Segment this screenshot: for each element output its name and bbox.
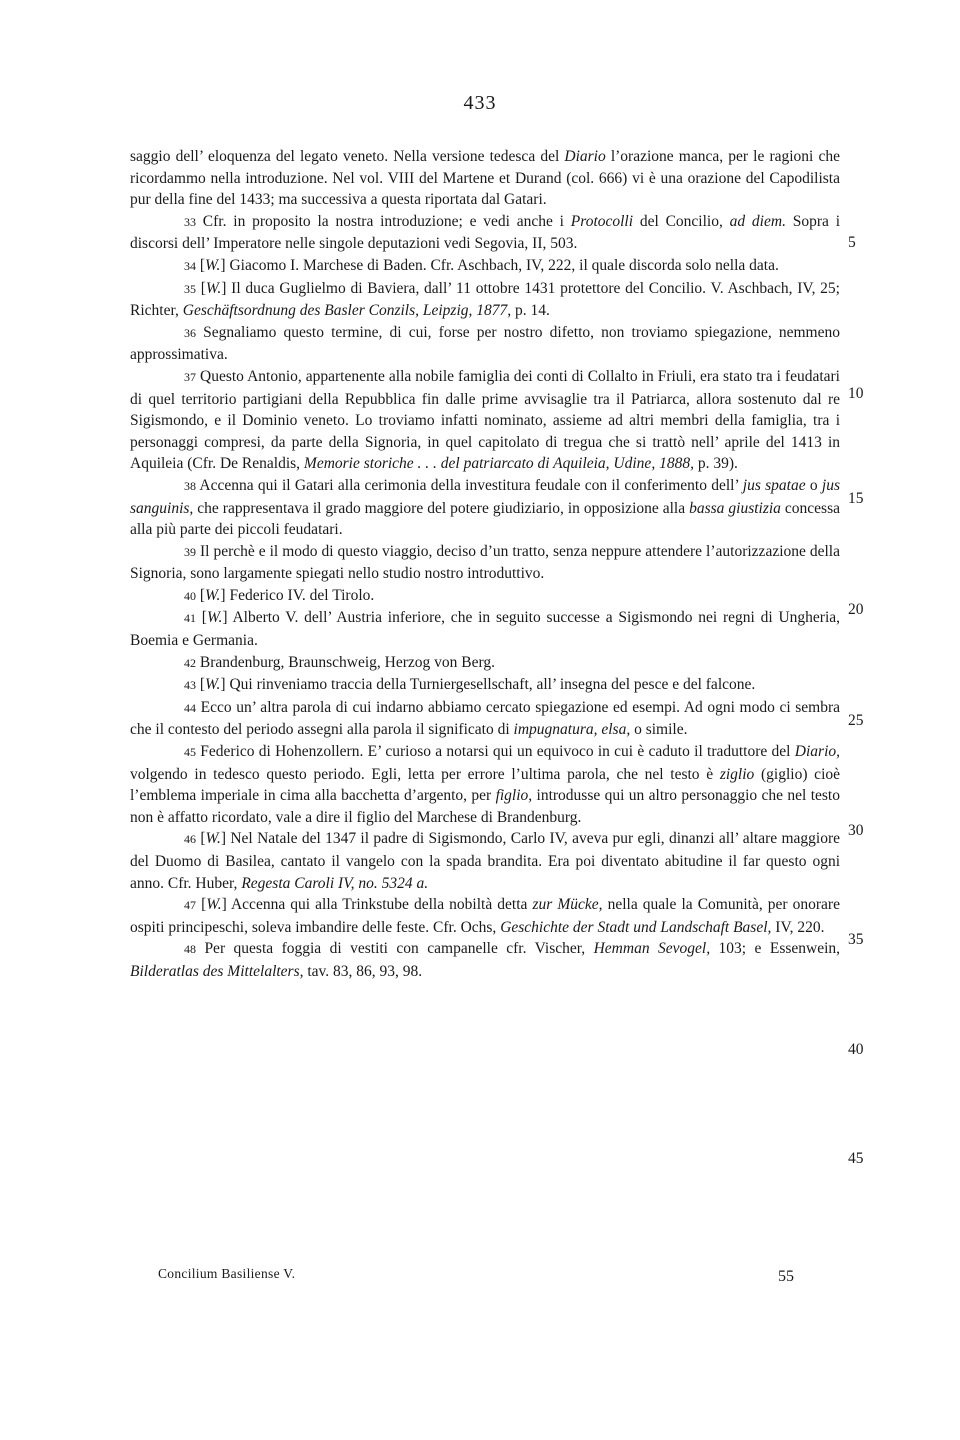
text-run: introdusse qui un altro personaggio che nel testo non è affatto ricordato, vale a dire il figlio del Marchese di Brandenburg.: [130, 787, 840, 826]
text-run: ] Il duca Guglielmo di Baviera, dall’ 11 ottobre 1431 protettore del Concilio. V. Aschbach, IV, 25; Richter,: [130, 279, 840, 320]
text-run: Brandenburg, Braunschweig, Herzog von Berg.: [196, 653, 496, 671]
italic-text: W.: [205, 279, 222, 297]
italic-text: W.: [205, 256, 221, 274]
italic-text: figlio,: [495, 787, 533, 805]
text-run: ] Giacomo I. Marchese di Baden. Cfr. Aschbach, IV, 222, il quale discorda solo nella data.: [220, 256, 779, 274]
footnote-number: 34: [184, 258, 196, 273]
line-number: 35: [848, 931, 864, 948]
footnote: [130, 366, 840, 475]
text-run: volgendo in tedesco questo periodo. Egli, letta per errore l’ultima parola, che nel testo è: [130, 765, 720, 783]
text-run: nella quale la Comunità, per onorare ospiti principeschi, soleva imbandire delle feste. Cfr. Ochs,: [130, 896, 840, 936]
text-run: concessa alla più parte dei piccoli feudatari.: [130, 499, 840, 539]
text-run: tav. 83, 86, 93, 98.: [303, 962, 423, 980]
italic-text: jus spatae: [742, 476, 806, 494]
text-run: del Concilio,: [633, 212, 730, 230]
footnote: [130, 607, 840, 651]
italic-text: Hemman Sevogel,: [593, 940, 711, 958]
text-run: che rappresentava il grado maggiore del potere giudiziario, in opposizione alla: [193, 499, 690, 517]
footnote-number: 35: [184, 281, 196, 296]
text-run: Sopra i discorsi dell’ Imperatore nelle singole deputazioni vedi Segovia, II, 503.: [130, 212, 841, 253]
italic-text: Diario: [564, 148, 606, 165]
text-run: [: [196, 279, 206, 297]
footnote: [130, 255, 840, 278]
text-run: Questo Antonio, appartenente alla nobile famiglia dei conti di Collalto in Friuli, era stato tra i feudatari di quel territorio partigiani della Repubblica fin dalle prime avvisaglie tra il Patriarca, allora sostenuto dal re Sigismondo, e il Dominio veneto. Lo troviamo infatti nominato, assieme ad altri membri della famiglia, tra i personaggi compresi, da parte della Signoria, in quel capitolato di tregua che si trattò nell’ aprile del 1413 in Aquileia (Cfr. De Renaldis,: [130, 367, 840, 473]
text-run: IV, 220.: [771, 918, 825, 936]
text-run: ] Alberto V. dell’ Austria inferiore, che in seguito successe a Sigismondo nei regni di Ungheria, Boemia e Germania.: [130, 609, 840, 650]
continuation-paragraph: [130, 146, 840, 211]
italic-text: W.: [206, 609, 223, 627]
line-number: 20: [848, 601, 864, 618]
footnote-number: 45: [184, 745, 196, 760]
footnote-number: 42: [184, 655, 196, 670]
footnote: [130, 741, 840, 828]
text-run: [: [196, 896, 207, 914]
italic-text: impugnatura, elsa,: [513, 721, 631, 739]
footnote: [130, 541, 840, 585]
italic-text: jus sanguinis,: [130, 476, 841, 517]
italic-text: ad diem.: [729, 212, 786, 230]
text-run: saggio dell’ eloquenza del legato veneto. Nella versione tedesca del: [130, 148, 565, 165]
text-run: o simile.: [630, 721, 688, 739]
text-run: p. 14.: [511, 302, 550, 320]
footnote-number: 46: [184, 832, 196, 847]
italic-text: W.: [205, 830, 221, 848]
footnote: [130, 585, 840, 608]
text-run: Il perchè e il modo di questo viaggio, deciso d’un tratto, senza neppure attendere l’autorizzazione della Signoria, sono largamente spiegati nello studio nostro introduttivo.: [130, 542, 840, 583]
line-number: 25: [848, 712, 864, 729]
text-run: Per questa foggia di vestiti con campanelle cfr. Vischer,: [196, 940, 594, 958]
italic-text: Diario,: [794, 743, 840, 761]
footnote: [130, 211, 840, 255]
text-run: Segnaliamo questo termine, di cui, forse per nostro difetto, non troviamo spiegazione, nemmeno approssimativa.: [130, 323, 840, 364]
text-run: ] Qui rinveniamo traccia della Turniergesellschaft, all’ insegna del pesce e del falcone.: [220, 676, 756, 694]
line-number: 10: [848, 385, 864, 402]
footnote: [130, 475, 840, 541]
italic-text: Regesta Caroli IV, no. 5324 a.: [241, 874, 429, 892]
text-run: [: [196, 676, 206, 694]
footnotes-block: [130, 146, 840, 983]
footnote-number: 48: [184, 942, 196, 957]
text-run: ] Nel Natale del 1347 il padre di Sigismondo, Carlo IV, aveva pur egli, dinanzi all’ altare maggiore del Duomo di Basilea, cantato il vangelo con la spada brandita. Era poi diventato abitudine il far questo ogni anno. Cfr. Huber,: [130, 830, 840, 892]
italic-text: Memorie storiche . . . del patriarcato di Aquileia, Udine, 1888,: [303, 455, 694, 473]
footnote: [130, 652, 840, 675]
italic-text: Geschichte der Stadt und Landschaft Basel,: [500, 918, 772, 936]
line-number: 40: [848, 1041, 864, 1058]
text-run: Accenna qui il Gatari alla cerimonia della investitura feudale con il conferimento dell’: [196, 476, 743, 494]
line-number: 15: [848, 490, 864, 507]
footnote: [130, 938, 840, 982]
footnote-number: 38: [184, 478, 196, 493]
italic-text: Protocolli: [570, 212, 634, 230]
italic-text: bassa giustizia: [689, 499, 781, 517]
italic-text: W.: [206, 896, 222, 914]
footnote-number: 44: [184, 700, 196, 715]
text-run: Ecco un’ altra parola di cui indarno abbiamo cercato spiegazione ed esempi. Ad ogni modo ci sembra che il contesto del periodo assegni alla parola il significato di: [130, 698, 840, 739]
footnote-number: 39: [184, 544, 196, 559]
footnote-number: 47: [184, 898, 196, 913]
footnote: [130, 322, 840, 366]
text-run: [: [196, 830, 206, 848]
italic-text: Bilderatlas des Mittelalters,: [130, 962, 304, 980]
footer-signature: 55: [778, 1268, 794, 1285]
text-run: Cfr. in proposito la nostra introduzione; e vedi anche i: [196, 212, 571, 230]
text-run: [: [196, 256, 206, 274]
footnote-number: 37: [184, 369, 196, 384]
footnote: [130, 828, 840, 894]
line-number: 5: [848, 234, 856, 251]
footnote-number: 33: [184, 214, 196, 229]
footnote: [130, 674, 840, 697]
text-run: o: [805, 476, 822, 494]
italic-text: Geschäftsordnung des Basler Conzils, Leipzig, 1877,: [182, 302, 512, 320]
footnote-number: 36: [184, 325, 196, 340]
footnote: [130, 278, 840, 322]
line-number: 30: [848, 822, 864, 839]
text-run: Federico di Hohenzollern. E’ curioso a notarsi qui un equivoco in cui è caduto il traduttore del: [196, 743, 795, 761]
footnote: [130, 894, 840, 938]
italic-text: zur Mücke,: [532, 896, 603, 914]
text-run: 103; e Essenwein,: [710, 940, 841, 958]
footnote-number: 43: [184, 678, 196, 693]
italic-text: W.: [205, 586, 221, 604]
page-number: 433: [463, 92, 497, 114]
text-run: (giglio) cioè l’emblema imperiale in cima alla bacchetta d’argento, per: [130, 765, 841, 805]
text-run: p. 39).: [693, 455, 738, 473]
footnote-number: 41: [184, 611, 196, 626]
italic-text: W.: [205, 676, 221, 694]
footnote: [130, 697, 840, 741]
footnote-number: 40: [184, 588, 196, 603]
text-run: [: [196, 586, 206, 604]
italic-text: ziglio: [719, 765, 755, 783]
text-run: [: [196, 609, 207, 627]
line-number: 45: [848, 1150, 864, 1167]
footer-title: Concilium Basiliense V.: [158, 1266, 296, 1281]
text-run: ] Accenna qui alla Trinkstube della nobiltà detta: [221, 896, 533, 914]
text-run: ] Federico IV. del Tirolo.: [220, 586, 375, 604]
text-run: l’orazione manca, per le ragioni che ricordammo nella introduzione. Nel vol. VIII del Martene et Durand (col. 666) vi è una orazione del Capodilista pur della fine del 1433; ma successiva a questa riportata dal Gatari.: [130, 148, 840, 209]
